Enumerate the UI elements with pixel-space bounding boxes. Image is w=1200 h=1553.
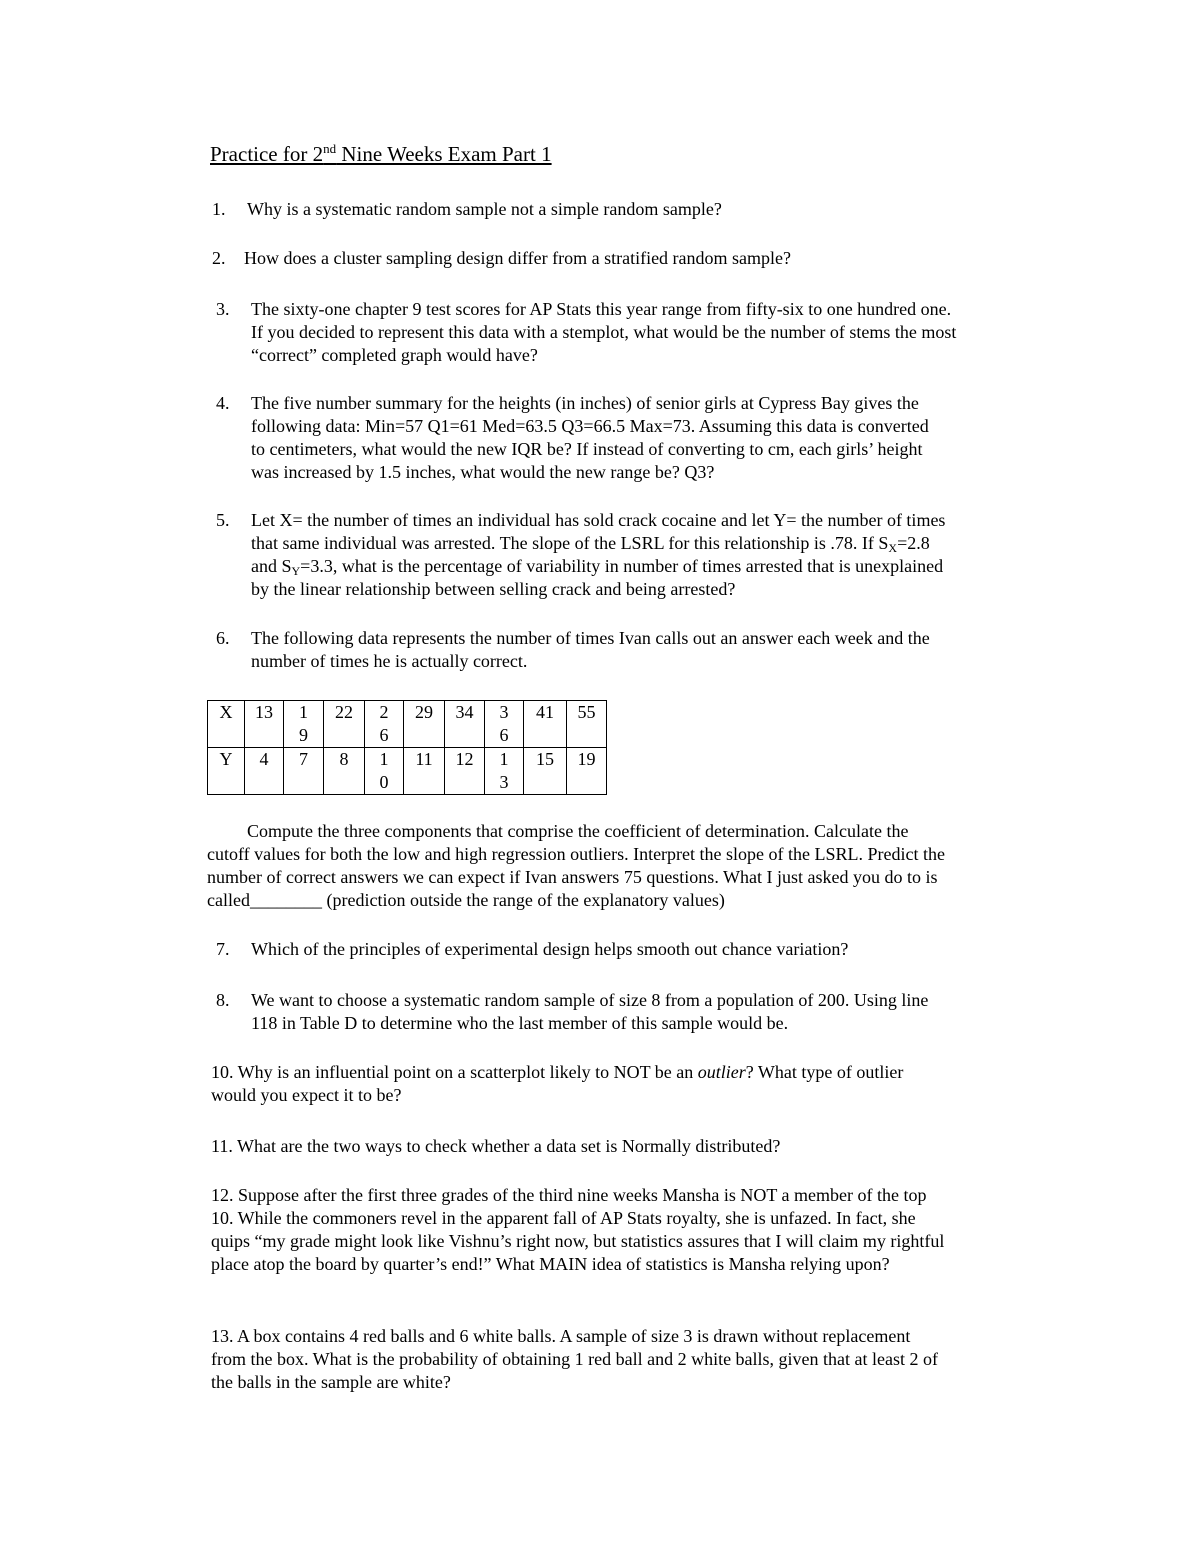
question-6-instructions <box>207 820 945 912</box>
table-cell <box>404 701 445 748</box>
cell-value: 19 <box>577 749 596 769</box>
question-11 <box>211 1135 780 1158</box>
table-cell <box>445 748 485 795</box>
question-12 <box>211 1184 944 1276</box>
table-cell <box>324 701 365 748</box>
table-row-x <box>208 701 607 748</box>
question-text-line: If you decided to represent this data with a stemplot, what would be the number of stems the most <box>251 322 957 342</box>
paragraph-line: called________ (prediction outside the range of the explanatory values) <box>207 890 725 910</box>
cell-value: 7 <box>299 749 308 769</box>
question-text-line: number of times he is actually correct. <box>251 651 528 671</box>
question-number: 3. <box>216 299 230 319</box>
cell-value: 15 <box>536 749 554 769</box>
question-text-line <box>251 555 945 578</box>
question-number: 4. <box>216 393 230 413</box>
cell-value: 34 <box>455 702 474 722</box>
question-number: 8. <box>216 990 230 1010</box>
text-segment: ? What type of outlier <box>745 1062 904 1082</box>
table-cell <box>284 748 324 795</box>
table-cell <box>404 748 445 795</box>
question-number: 6. <box>216 628 230 648</box>
table-cell <box>445 701 485 748</box>
cell-value: 29 <box>415 702 433 722</box>
table-row-y <box>208 748 607 795</box>
text-segment: that same individual was arrested. The slope of the LSRL for this relationship is .78. If S <box>251 533 889 553</box>
title-superscript: nd <box>323 141 337 156</box>
title-suffix: Nine Weeks Exam Part 1 <box>336 142 552 166</box>
emphasis-text: outlier <box>697 1062 746 1082</box>
question-text-line: We want to choose a systematic random sample of size 8 from a population of 200. Using line <box>251 990 929 1010</box>
question-text: Which of the principles of experimental design helps smooth out chance variation? <box>251 939 849 959</box>
text-segment: and S <box>251 556 292 576</box>
question-text: Why is a systematic random sample not a simple random sample? <box>247 199 722 219</box>
paragraph-line: number of correct answers we can expect if Ivan answers 75 questions. What I just asked you do to is <box>207 867 938 887</box>
page-title <box>210 143 552 166</box>
data-table <box>207 700 607 795</box>
table-cell <box>245 701 284 748</box>
question-text-line: was increased by 1.5 inches, what would the new range be? Q3? <box>251 462 715 482</box>
cell-value: 11 <box>415 749 433 769</box>
paragraph-line: Compute the three components that comprise the coefficient of determination. Calculate the <box>247 821 909 841</box>
question-text-line <box>211 1061 903 1084</box>
row-header-x: X <box>208 701 245 748</box>
cell-value: 12 <box>455 749 474 769</box>
question-text-line: 12. Suppose after the first three grades of the third nine weeks Mansha is NOT a member of the top <box>211 1185 927 1205</box>
table-cell <box>365 748 404 795</box>
text-segment: =3.3, what is the percentage of variability in number of times arrested that is unexplained <box>300 556 944 576</box>
question-number: 5. <box>216 510 230 530</box>
question-text-line: The following data represents the number of times Ivan calls out an answer each week and the <box>251 628 930 648</box>
table-cell <box>567 701 607 748</box>
paragraph-line: cutoff values for both the low and high regression outliers. Interpret the slope of the LSRL. Predict the <box>207 844 945 864</box>
table-cell <box>284 701 324 748</box>
question-text-line: by the linear relationship between selling crack and being arrested? <box>251 579 736 599</box>
question-text-line: following data: Min=57 Q1=61 Med=63.5 Q3=66.5 Max=73. Assuming this data is converted <box>251 416 929 436</box>
question-text-line <box>251 532 945 555</box>
table-cell <box>245 748 284 795</box>
table-cell <box>485 748 524 795</box>
cell-value: 1 3 <box>499 749 509 792</box>
question-text-line: place atop the board by quarter’s end!” What MAIN idea of statistics is Mansha relying upon? <box>211 1254 890 1274</box>
question-13 <box>211 1325 938 1394</box>
cell-value: 4 <box>259 749 269 769</box>
table-cell <box>365 701 404 748</box>
question-text-line: the balls in the sample are white? <box>211 1372 451 1392</box>
cell-value: 3 6 <box>499 702 509 745</box>
question-text-line: to centimeters, what would the new IQR be? If instead of converting to cm, each girls’ height <box>251 439 923 459</box>
table-cell <box>324 748 365 795</box>
cell-value: 1 0 <box>379 749 389 792</box>
cell-value: 55 <box>577 702 596 722</box>
cell-value: 13 <box>255 702 273 722</box>
row-header-y: Y <box>208 748 245 795</box>
cell-value: 41 <box>536 702 554 722</box>
table-cell <box>524 701 567 748</box>
question-text-line: The five number summary for the heights (in inches) of senior girls at Cypress Bay gives the <box>251 393 919 413</box>
question-text-line: 118 in Table D to determine who the last member of this sample would be. <box>251 1013 789 1033</box>
text-segment: 10. Why is an influential point on a scatterplot likely to NOT be an <box>211 1062 698 1082</box>
title-prefix: Practice for 2 <box>210 142 324 166</box>
question-text-line: 11. What are the two ways to check whether a data set is Normally distributed? <box>211 1136 781 1156</box>
question-number: 7. <box>216 939 230 959</box>
question-number: 1. <box>212 199 226 219</box>
question-text-line: from the box. What is the probability of obtaining 1 red ball and 2 white balls, given that at least 2 of <box>211 1349 939 1369</box>
question-text-line: 13. A box contains 4 red balls and 6 white balls. A sample of size 3 is drawn without replacement <box>211 1326 911 1346</box>
subscript: X <box>888 541 898 555</box>
question-number: 2. <box>212 248 226 268</box>
table-cell <box>485 701 524 748</box>
question-text-line: 10. While the commoners revel in the apparent fall of AP Stats royalty, she is unfazed. In fact, she <box>211 1208 916 1228</box>
question-text: How does a cluster sampling design differ from a stratified random sample? <box>244 248 792 268</box>
cell-value: 2 6 <box>379 702 389 745</box>
table-cell <box>524 748 567 795</box>
question-text-line: Let X= the number of times an individual has sold crack cocaine and let Y= the number of times <box>251 510 946 530</box>
question-10 <box>211 1061 903 1107</box>
question-text-line: “correct” completed graph would have? <box>251 345 538 365</box>
cell-value: 22 <box>335 702 353 722</box>
cell-value: 1 9 <box>299 702 308 745</box>
text-segment: =2.8 <box>897 533 930 553</box>
question-text-line: The sixty-one chapter 9 test scores for AP Stats this year range from fifty-six to one hundred one. <box>251 299 952 319</box>
table-cell <box>567 748 607 795</box>
question-text-line: quips “my grade might look like Vishnu’s right now, but statistics assures that I will claim my rightful <box>211 1231 945 1251</box>
subscript: Y <box>291 564 301 578</box>
question-text-line: would you expect it to be? <box>211 1085 402 1105</box>
cell-value: 8 <box>339 749 349 769</box>
